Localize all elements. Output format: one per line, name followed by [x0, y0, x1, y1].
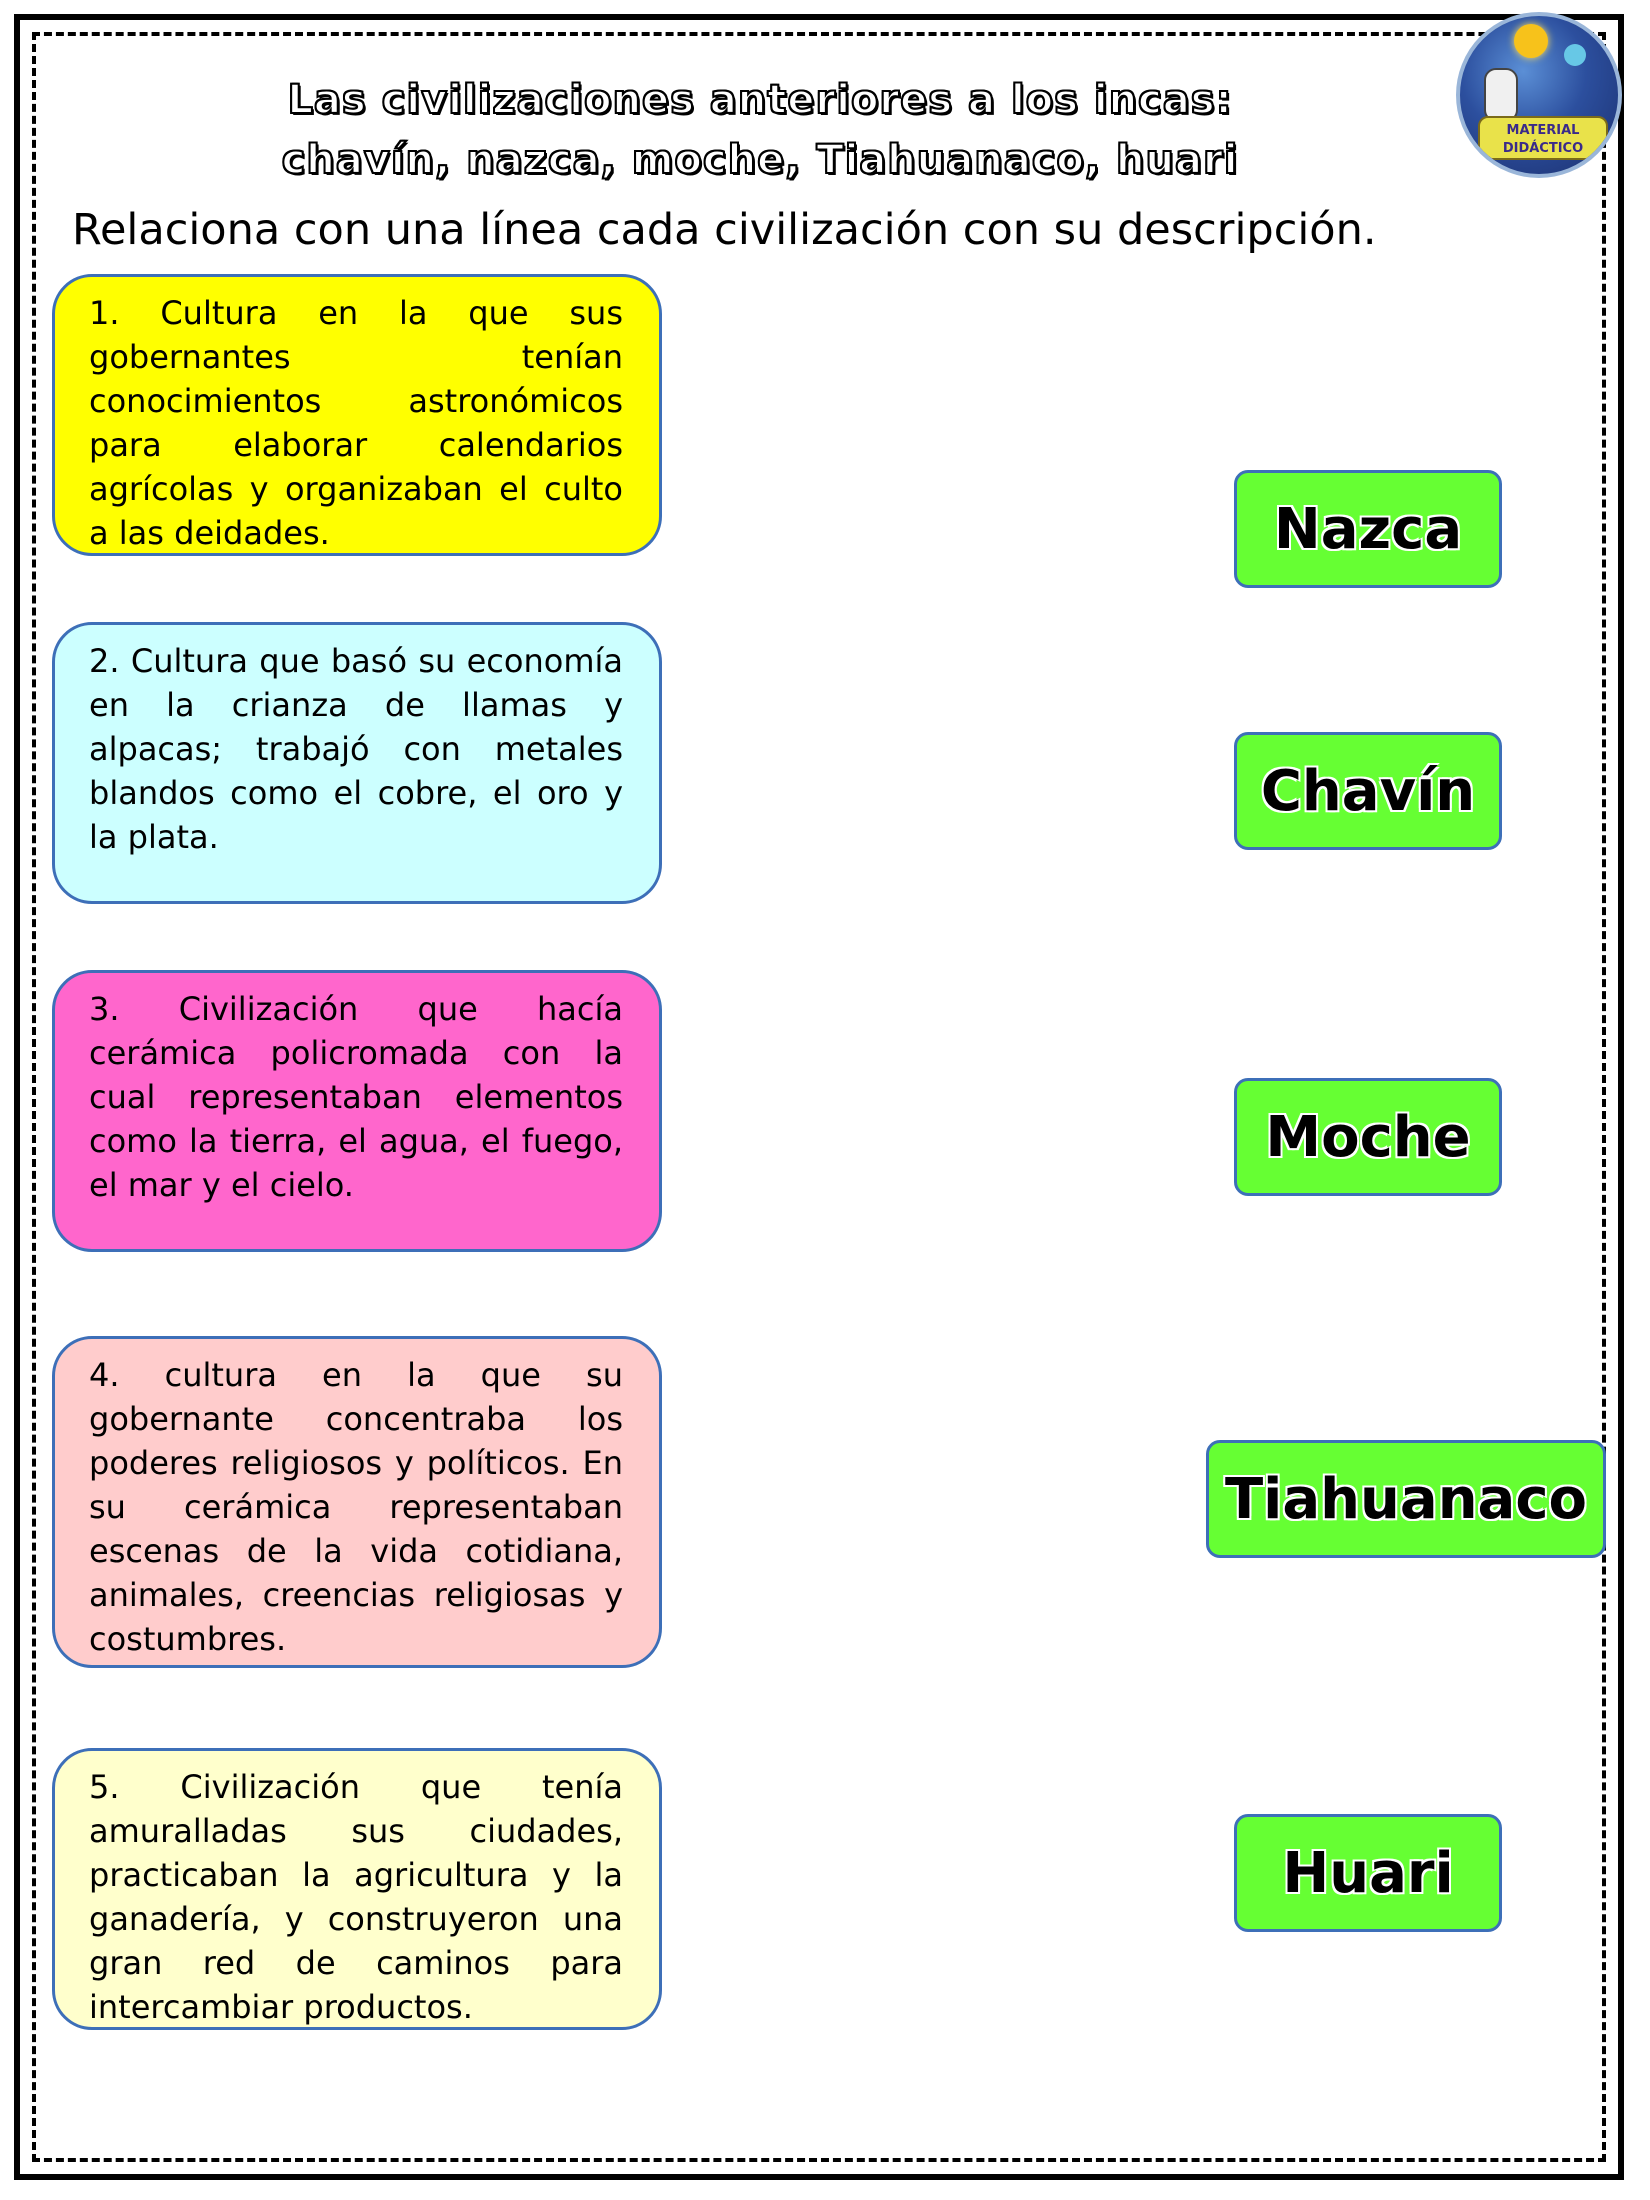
- answer-box-chavin[interactable]: Chavín: [1234, 732, 1502, 850]
- description-box-2[interactable]: 2. Cultura que basó su economía en la crianza de llamas y alpacas; trabajó con metales blandos como el cobre, el oro y la plata.: [52, 622, 662, 904]
- logo-ribbon: MATERIAL DIDÁCTICO: [1478, 116, 1608, 160]
- description-box-3[interactable]: 3. Civilización que hacía cerámica policromada con la cual representaban elementos como la tierra, el agua, el fuego, el mar y el cielo.: [52, 970, 662, 1252]
- answer-box-moche[interactable]: Moche: [1234, 1078, 1502, 1196]
- description-box-1[interactable]: 1. Cultura en la que sus gobernantes tenían conocimientos astronómicos para elaborar calendarios agrícolas y organizaban el culto a las deidades.: [52, 274, 662, 556]
- instruction-text: Relaciona con una línea cada civilización con su descripción.: [72, 205, 1377, 255]
- answer-box-huari[interactable]: Huari: [1234, 1814, 1502, 1932]
- answer-box-tiahuanaco[interactable]: Tiahuanaco: [1206, 1440, 1606, 1558]
- worksheet-title: [230, 70, 1290, 190]
- title-line-2: chavín, nazca, moche, Tiahuanaco, huari: [281, 137, 1239, 183]
- answer-box-nazca[interactable]: Nazca: [1234, 470, 1502, 588]
- astronaut-kid-icon: [1484, 68, 1518, 122]
- description-box-5[interactable]: 5. Civilización que tenía amuralladas sus ciudades, practicaban la agricultura y la ganadería, y construyeron una gran red de caminos para intercambiar productos.: [52, 1748, 662, 2030]
- title-line-1: Las civilizaciones anteriores a los incas:: [287, 77, 1233, 123]
- material-didactico-logo-icon: [1456, 12, 1622, 178]
- description-box-4[interactable]: 4. cultura en la que su gobernante concentraba los poderes religiosos y políticos. En su cerámica representaban escenas de la vida cotidiana, animales, creencias religiosas y costumbres.: [52, 1336, 662, 1668]
- planet-icon: [1564, 44, 1586, 66]
- sun-icon: [1514, 24, 1548, 58]
